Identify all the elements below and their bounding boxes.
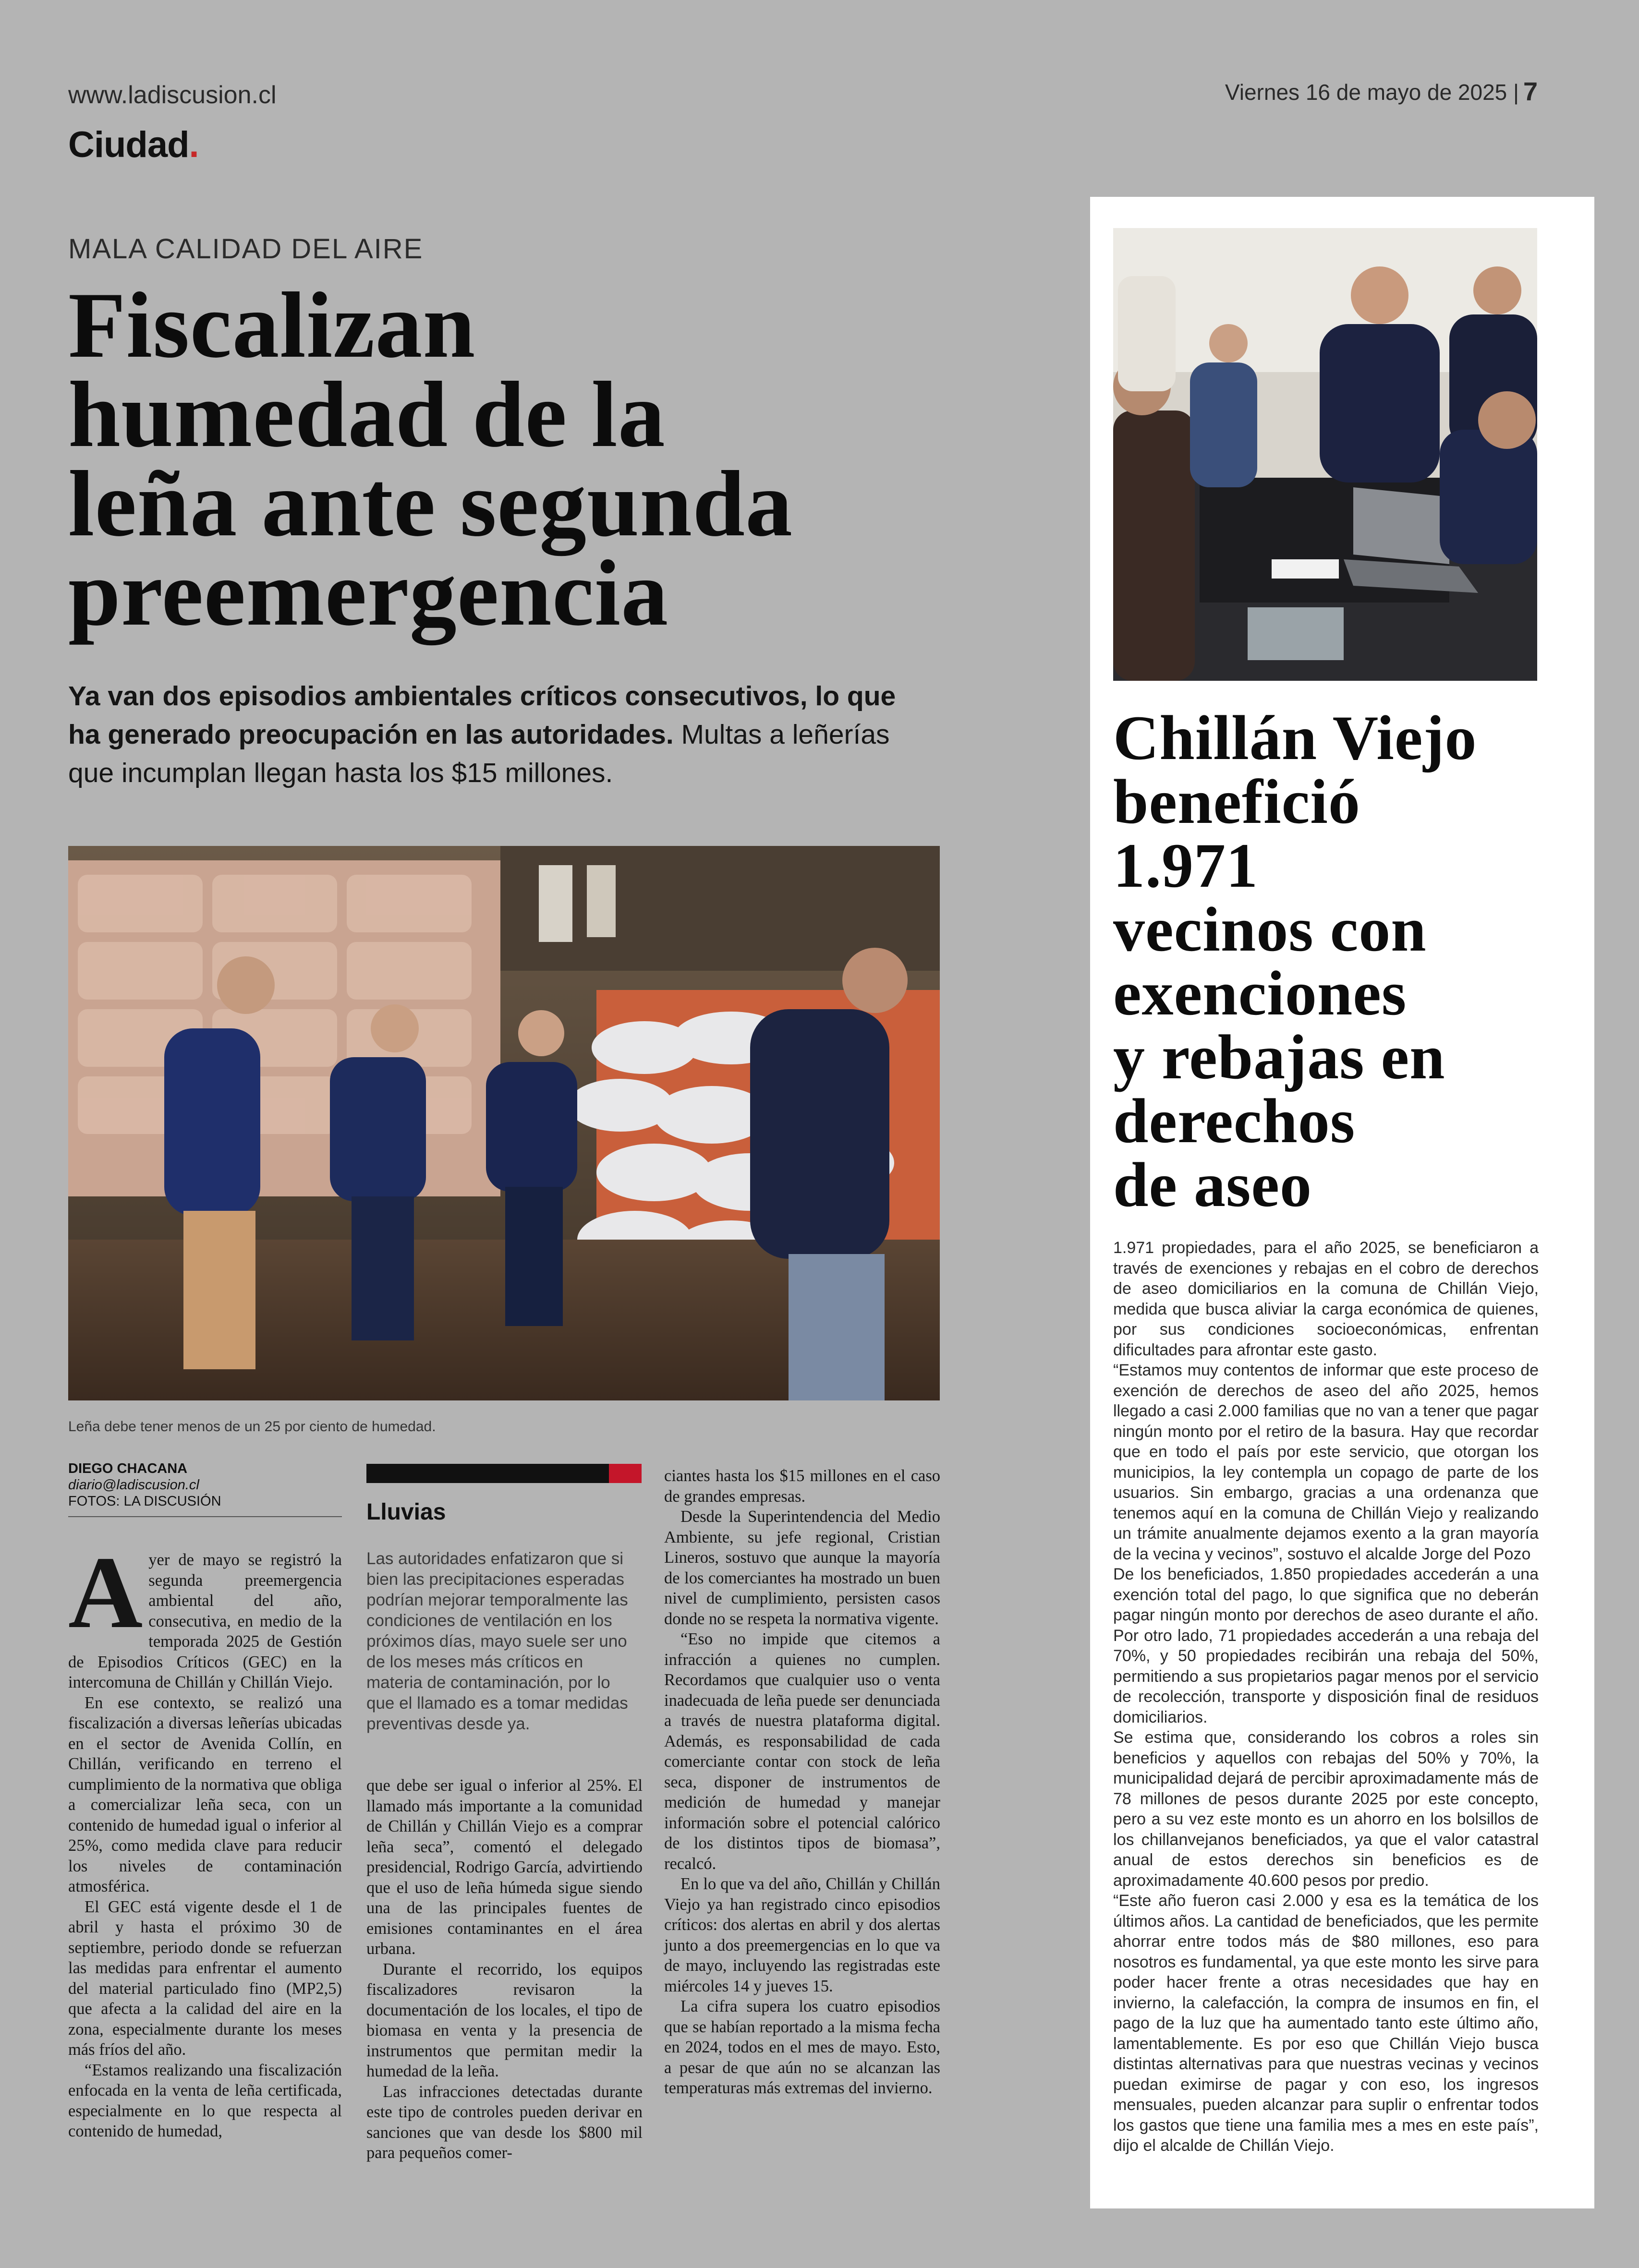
header-separator: | (1513, 80, 1519, 105)
sidebar-paragraph: Se estima que, considerando los cobros a roles sin beneficios y aquellos con rebajas del 50% y 70%, la municipalidad dejará de percibir aproximadamente más de 78 millones de pesos durante 2025 por este concepto, pero a su vez este monto es un ahorro en los bolsillos de los chillanvejanos beneficiados, ya que el valor catastral anual de estos derechos sin beneficios es de aproximadamente 40.600 pesos por predio. (1113, 1728, 1539, 1890)
body-column-1 (68, 1535, 342, 2142)
body-paragraph: ciantes hasta los $15 millones en el caso de grandes empresas. (664, 1467, 940, 1506)
headline-line: humedad de la (68, 362, 666, 467)
section-name: Ciudad (68, 124, 189, 165)
article-kicker: MALA CALIDAD DEL AIRE (68, 233, 424, 265)
deck-rest: Multas a leñerías que incumplan llegan hasta los $15 millones. (68, 719, 890, 788)
body-paragraph: En ese contexto, se realizó una fiscalización a diversas leñerías ubicadas en el sector de Avenida Collín, en Chillán, verificando en terreno el cumplimiento de la normativa que obliga a comercializar leña seca, con un contenido de humedad igual o inferior al 25%, como medida clave para reducir los niveles de contaminación atmosférica. (68, 1693, 342, 1895)
lluvias-title: Lluvias (366, 1499, 446, 1525)
headline-line: preemergencia (68, 541, 669, 645)
sidebar-paragraph: 1.971 propiedades, para el año 2025, se beneficiaron a través de exenciones y rebajas en el cobro de derechos de aseo domiciliarios en la comuna de Chillán Viejo, medida que busca aliviar la carga económica de quienes, por sus condiciones socioeconómicas, enfrentan dificultades para afrontar este gasto. (1113, 1239, 1539, 1359)
headline-line: Fiscalizan (68, 273, 476, 377)
body-paragraph: En lo que va del año, Chillán y Chillán Viejo ya han registrado cinco episodios críticos: dos alertas en abril y dos alertas junto a dos preemergencias en lo que va de mayo, incluyendo las registradas este miércoles 14 y jueves 15. (664, 1875, 940, 1995)
sidebar-paragraph: De los beneficiados, 1.850 propiedades accederán a una exención total del pago, lo que significa que no deberán pagar ningún monto por derechos de aseo durante el año. Por otro lado, 71 propiedades accederán a una rebaja del 70%, y 50 propiedades recibirán una rebaja del 50%, permitiendo a sus propietarios pagar menos por el servicio de recolección, transporte y disposición final de residuos domiciliarios. (1113, 1565, 1539, 1726)
sidebar-headline-line: vecinos con (1113, 894, 1427, 965)
sidebar-headline-line: y rebajas en (1113, 1022, 1445, 1092)
body-paragraph: que debe ser igual o inferior al 25%. El llamado más importante a la comunidad de Chillán y Chillán Viejo es a comprar leña seca”, comentó el delegado presidencial, Rodrigo García, advirtiendo que el uso de leña húmeda sigue siendo una de las principales fuentes de emisiones contaminantes en el área urbana. (366, 1776, 643, 1958)
byline-name: DIEGO CHACANA (68, 1461, 188, 1476)
body-paragraph: Durante el recorrido, los equipos fiscalizadores revisaron la documentación de los locales, el tipo de biomasa en venta y la presencia de instrumentos que permitan medir la humedad de la leña. (366, 1960, 643, 2080)
sidebar-headline-line: benefició (1113, 766, 1360, 837)
body-paragraph: Las infracciones detectadas durante este tipo de controles pueden derivar en sanciones que van desde los $800 mil para pequeños comer- (366, 2082, 643, 2162)
sidebar-headline-line: Chillán Viejo (1113, 702, 1477, 773)
sidebar-body (1113, 1238, 1539, 2156)
site-url[interactable]: www.ladiscusion.cl (68, 81, 277, 109)
byline-email[interactable]: diario@ladiscusion.cl (68, 1477, 199, 1493)
sidebar-photo (1113, 228, 1537, 681)
article-deck (68, 677, 923, 792)
headline-line: leña ante segunda (68, 452, 793, 556)
body-paragraph: “Eso no impide que citemos a infracción a quienes no cumplen. Recordamos que cualquier uso o venta inadecuada de leña puede ser denunciada a través de nuestra plataforma digital. Además, es responsabilidad de cada comerciante contar con stock de leña seca, disponer de instrumentos de medición de humedad y manejar información sobre el potencial calórico de los distintos tipos de biomasa”, recalcó. (664, 1630, 940, 1873)
article-headline (68, 273, 933, 645)
sidebar-headline-line: derechos (1113, 1086, 1356, 1156)
body-column-2 (366, 1775, 643, 2163)
body-paragraph: El GEC está vigente desde el 1 de abril y hasta el próximo 30 de septiembre, periodo donde se refuerzan las medidas para enfrentar el aumento del material particulado fino (MP2,5) que afecta a la calidad del aire en la zona, especialmente durante los meses más fríos del año. (68, 1897, 342, 2059)
sidebar-headline (1113, 702, 1569, 1220)
office-photo-illustration (1113, 228, 1537, 681)
body-paragraph: La cifra supera los cuatro episodios que se habían reportado a la misma fecha en 2024, todos en el mes de mayo. Esto, a pesar de que aún no se alcanzan las temperaturas más extremas del invierno. (664, 1997, 940, 2097)
body-column-3 (664, 1466, 940, 2099)
byline (68, 1460, 342, 1517)
lluvias-rule (366, 1464, 642, 1483)
section-dot: . (189, 124, 199, 165)
photo-caption: Leña debe tener menos de un 25 por ciento de humedad. (68, 1419, 436, 1435)
sidebar-paragraph: “Estamos muy contentos de informar que este proceso de exención de derechos de aseo del año 2025, hemos llegado a casi 2.000 familias que no van a tener que pagar ningún monto por el retiro de la basura. Hay que recordar que en todo el país por este servicio, que otorgan los municipios, la ley contempla un copago de parte de los usuarios. Sin embargo, gracias a una ordenanza que tenemos aquí en la comuna de Chillán Viejo y realizando un trámite anualmente dejamos exento a la gran mayoría de la vecina y vecinos”, sostuvo el alcalde Jorge del Pozo (1113, 1361, 1539, 1563)
issue-date (1225, 79, 1519, 105)
date-text: Viernes 16 de mayo de 2025 (1225, 80, 1507, 105)
lluvias-rule-accent (609, 1464, 642, 1483)
sidebar-headline-line: exenciones (1113, 958, 1407, 1028)
warehouse-photo-illustration (68, 846, 940, 1400)
sidebar-headline-line: 1.971 (1113, 830, 1258, 901)
body-paragraph: Desde la Superintendencia del Medio Ambiente, su jefe regional, Cristian Lineros, sostuvo que aunque la mayoría de los comerciantes ha mostrado un buen nivel de cumplimiento, persisten casos donde no se respeta la normativa vigente. (664, 1508, 940, 1628)
deck-bold: Ya van dos episodios ambientales críticos consecutivos, lo que ha generado preocupación en las autoridades. (68, 681, 896, 750)
sidebar-headline-line: de aseo (1113, 1149, 1312, 1220)
body-paragraph: “Estamos realizando una fiscalización enfocada en la venta de leña certificada, especialmente en lo que respecta al contenido de humedad, (68, 2061, 342, 2140)
lluvias-text: Las autoridades enfatizaron que si bien las precipitaciones esperadas podrían mejorar temporalmente las condiciones de ventilación en los próximos días, mayo suele ser uno de los meses más críticos en materia de contaminación, por lo que el llamado es a tomar medidas preventivas desde ya. (366, 1549, 628, 1733)
drop-cap: A (68, 1535, 143, 1650)
body-paragraph: yer de mayo se registró la segunda preemergencia ambiental del año, consecutiva, en medio de la temporada 2025 de Gestión de Episodios Críticos (GEC) en la intercomuna de Chillán y Chillán Viejo. (68, 1551, 342, 1691)
article-photo (68, 846, 940, 1400)
sidebar-paragraph: “Este año fueron casi 2.000 y esa es la temática de los últimos años. La cantidad de beneficiados, que les permite ahorrar entre todos más de $80 millones, eso para nosotros es fundamental, ya que este monto les sirve para poder hacer frente a otras necesidades que hay en invierno, la calefacción, la compra de insumos en fin, el pago de la luz que ha aumentado tanto este último año, lamentablemente. Es por eso que Chillán Viejo busca distintas alternativas para que nuestras vecinas y vecinos puedan eximirse de pagar y con eso, los ingresos mensuales, pueden alcanzar para suplir o enfrentar todos los gastos que tiene una familia mes a mes en este país”, dijo el alcalde de Chillán Viejo. (1113, 1892, 1539, 2155)
page-number: 7 (1523, 77, 1538, 106)
section-label (68, 124, 199, 166)
byline-photos: FOTOS: LA DISCUSIÓN (68, 1494, 221, 1509)
